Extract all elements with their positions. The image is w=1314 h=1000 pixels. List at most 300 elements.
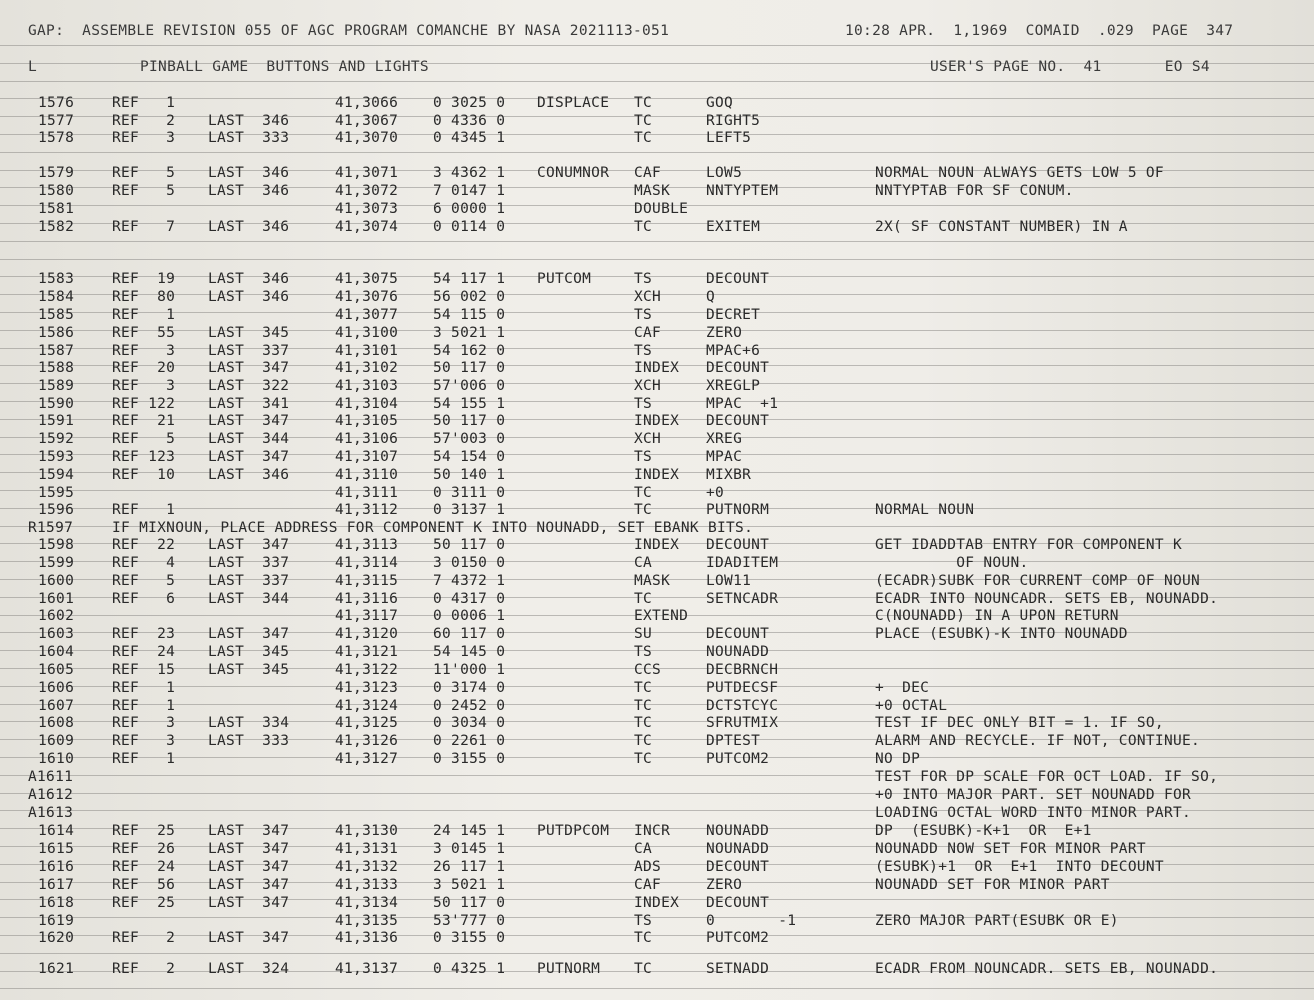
ref-count: REF 1 <box>112 698 176 714</box>
address: 41,3104 <box>335 396 399 412</box>
operand: RIGHT5 <box>706 113 761 129</box>
listing-row <box>0 519 1314 537</box>
line-number: 1621 <box>38 961 75 977</box>
opcode: INDEX <box>634 467 680 483</box>
octal-code: 0 3111 0 <box>433 485 506 501</box>
line-number: 1595 <box>38 485 75 501</box>
ref-count: REF 2 <box>112 930 176 946</box>
operand: LOW11 <box>706 573 752 589</box>
octal-code: 57'003 0 <box>433 431 506 447</box>
line-number: 1594 <box>38 467 75 483</box>
line-number: 1607 <box>38 698 75 714</box>
octal-code: 3 0150 0 <box>433 555 506 571</box>
last-ref: LAST 346 <box>208 113 290 129</box>
opcode: SU <box>634 626 653 642</box>
address: 41,3101 <box>335 343 399 359</box>
operand: MPAC <box>706 449 743 465</box>
opcode: TS <box>634 307 653 323</box>
ref-count: REF 24 <box>112 644 176 660</box>
address: 41,3105 <box>335 413 399 429</box>
opcode: TC <box>634 751 653 767</box>
listing-row <box>0 288 1314 306</box>
listing-row <box>0 359 1314 377</box>
ref-count: REF 5 <box>112 165 176 181</box>
address: 41,3077 <box>335 307 399 323</box>
comment: (ESUBK)+1 OR E+1 INTO DECOUNT <box>875 859 1164 875</box>
line-number: 1588 <box>38 360 75 376</box>
octal-code: 24 145 1 <box>433 823 506 839</box>
line-number: R1597 <box>28 520 74 536</box>
listing-row <box>0 876 1314 894</box>
octal-code: 0 3025 0 <box>433 95 506 111</box>
address: 41,3112 <box>335 502 399 518</box>
address: 41,3122 <box>335 662 399 678</box>
comment: (ECADR)SUBK FOR CURRENT COMP OF NOUN <box>875 573 1201 589</box>
symbol-label: PUTNORM <box>537 961 601 977</box>
ref-count: REF 25 <box>112 823 176 839</box>
octal-code: 0 3155 0 <box>433 751 506 767</box>
opcode: CAF <box>634 165 662 181</box>
opcode: INCR <box>634 823 671 839</box>
ref-count: REF 56 <box>112 877 176 893</box>
address: 41,3111 <box>335 485 399 501</box>
octal-code: 3 5021 1 <box>433 325 506 341</box>
octal-code: 11'000 1 <box>433 662 506 678</box>
listing-row <box>0 572 1314 590</box>
opcode: TS <box>634 644 653 660</box>
last-ref: LAST 344 <box>208 591 290 607</box>
opcode: XCH <box>634 289 662 305</box>
ref-count: REF 1 <box>112 502 176 518</box>
last-ref: LAST 346 <box>208 183 290 199</box>
line-number: A1613 <box>28 805 74 821</box>
opcode: TC <box>634 485 653 501</box>
opcode: EXTEND <box>634 608 689 624</box>
ref-count: REF 122 <box>112 396 176 412</box>
last-ref: LAST 341 <box>208 396 290 412</box>
octal-code: 0 3174 0 <box>433 680 506 696</box>
address: 41,3074 <box>335 219 399 235</box>
last-ref: LAST 346 <box>208 467 290 483</box>
octal-code: 7 0147 1 <box>433 183 506 199</box>
line-number: 1605 <box>38 662 75 678</box>
listing-row <box>0 894 1314 912</box>
octal-code: 50 117 0 <box>433 413 506 429</box>
header-listing-flag: L <box>28 59 38 75</box>
line-number: 1614 <box>38 823 75 839</box>
listing-row <box>0 714 1314 732</box>
ruled-line <box>0 81 1314 82</box>
ref-count: REF 3 <box>112 733 176 749</box>
ref-count: REF 23 <box>112 626 176 642</box>
listing-row <box>0 554 1314 572</box>
address: 41,3116 <box>335 591 399 607</box>
ref-count: REF 5 <box>112 183 176 199</box>
opcode: TC <box>634 680 653 696</box>
opcode: INDEX <box>634 537 680 553</box>
comment: TEST FOR DP SCALE FOR OCT LOAD. IF SO, <box>875 769 1219 785</box>
address: 41,3130 <box>335 823 399 839</box>
listing-row <box>0 395 1314 413</box>
header-title: GAP: ASSEMBLE REVISION 055 OF AGC PROGRAM COMANCHE BY NASA 2021113-051 <box>28 23 670 39</box>
line-number: 1589 <box>38 378 75 394</box>
comment: OF NOUN. <box>875 555 1029 571</box>
ref-count: REF 3 <box>112 378 176 394</box>
octal-code: 0 0006 1 <box>433 608 506 624</box>
listing-row <box>0 94 1314 112</box>
operand: LOW5 <box>706 165 743 181</box>
last-ref: LAST 337 <box>208 573 290 589</box>
listing-row <box>0 164 1314 182</box>
listing-row <box>0 840 1314 858</box>
octal-code: 53'777 0 <box>433 913 506 929</box>
listing-row <box>0 536 1314 554</box>
last-ref: LAST 346 <box>208 165 290 181</box>
operand: DECOUNT <box>706 360 770 376</box>
listing-row <box>0 768 1314 786</box>
comment: NO DP <box>875 751 921 767</box>
address: 41,3121 <box>335 644 399 660</box>
last-ref: LAST 347 <box>208 895 290 911</box>
last-ref: LAST 347 <box>208 859 290 875</box>
last-ref: LAST 347 <box>208 449 290 465</box>
ref-count: REF 25 <box>112 895 176 911</box>
listing-row <box>0 625 1314 643</box>
line-number: 1593 <box>38 449 75 465</box>
opcode: MASK <box>634 183 671 199</box>
listing-row <box>0 129 1314 147</box>
address: 41,3076 <box>335 289 399 305</box>
address: 41,3113 <box>335 537 399 553</box>
operand: DECOUNT <box>706 859 770 875</box>
address: 41,3072 <box>335 183 399 199</box>
ref-count: REF 5 <box>112 573 176 589</box>
listing-row <box>0 661 1314 679</box>
operand: XREG <box>706 431 743 447</box>
last-ref: LAST 346 <box>208 289 290 305</box>
operand: GOQ <box>706 95 734 111</box>
opcode: MASK <box>634 573 671 589</box>
octal-code: 3 0145 1 <box>433 841 506 857</box>
ref-count: REF 3 <box>112 130 176 146</box>
ref-count: REF 1 <box>112 751 176 767</box>
octal-code: 0 4317 0 <box>433 591 506 607</box>
operand: ZERO <box>706 877 743 893</box>
last-ref: LAST 347 <box>208 537 290 553</box>
last-ref: LAST 345 <box>208 662 290 678</box>
line-number: 1590 <box>38 396 75 412</box>
comment: NORMAL NOUN <box>875 502 975 518</box>
opcode: INDEX <box>634 360 680 376</box>
line-number: 1580 <box>38 183 75 199</box>
comment: NOUNADD SET FOR MINOR PART <box>875 877 1110 893</box>
last-ref: LAST 347 <box>208 360 290 376</box>
line-number: 1618 <box>38 895 75 911</box>
line-number: 1596 <box>38 502 75 518</box>
ruled-line <box>0 152 1314 153</box>
opcode: XCH <box>634 431 662 447</box>
line-number: 1582 <box>38 219 75 235</box>
opcode: TC <box>634 961 653 977</box>
listing-row <box>0 377 1314 395</box>
last-ref: LAST 337 <box>208 343 290 359</box>
line-number: 1584 <box>38 289 75 305</box>
ruled-line <box>0 241 1314 242</box>
header-user-page: USER'S PAGE NO. 41 EO S4 <box>930 59 1210 75</box>
listing-row <box>0 218 1314 236</box>
address: 41,3106 <box>335 431 399 447</box>
octal-code: 54 154 0 <box>433 449 506 465</box>
operand: SETNCADR <box>706 591 779 607</box>
address: 41,3102 <box>335 360 399 376</box>
octal-code: 0 4345 1 <box>433 130 506 146</box>
address: 41,3067 <box>335 113 399 129</box>
ruled-line <box>0 45 1314 46</box>
octal-code: 3 4362 1 <box>433 165 506 181</box>
opcode: INDEX <box>634 413 680 429</box>
listing-row <box>0 697 1314 715</box>
octal-code: 50 117 0 <box>433 895 506 911</box>
last-ref: LAST 345 <box>208 644 290 660</box>
comment: ECADR INTO NOUNCADR. SETS EB, NOUNADD. <box>875 591 1219 607</box>
listing-row <box>0 448 1314 466</box>
last-ref: LAST 347 <box>208 626 290 642</box>
last-ref: LAST 333 <box>208 130 290 146</box>
operand: PUTCOM2 <box>706 751 770 767</box>
last-ref: LAST 337 <box>208 555 290 571</box>
line-number: 1577 <box>38 113 75 129</box>
comment: NNTYPTAB FOR SF CONUM. <box>875 183 1074 199</box>
operand: DECRET <box>706 307 761 323</box>
ref-count: REF 20 <box>112 360 176 376</box>
octal-code: 54 145 0 <box>433 644 506 660</box>
opcode: INDEX <box>634 895 680 911</box>
operand: DECOUNT <box>706 271 770 287</box>
symbol-label: CONUMNOR <box>537 165 610 181</box>
opcode: TC <box>634 930 653 946</box>
listing-row <box>0 342 1314 360</box>
operand: DECOUNT <box>706 895 770 911</box>
operand: EXITEM <box>706 219 761 235</box>
address: 41,3124 <box>335 698 399 714</box>
comment: NOUNADD NOW SET FOR MINOR PART <box>875 841 1146 857</box>
address: 41,3135 <box>335 913 399 929</box>
last-ref: LAST 347 <box>208 877 290 893</box>
line-number: 1603 <box>38 626 75 642</box>
operand: NOUNADD <box>706 823 770 839</box>
operand: ZERO <box>706 325 743 341</box>
line-number: 1615 <box>38 841 75 857</box>
opcode: TC <box>634 219 653 235</box>
ref-count: REF 21 <box>112 413 176 429</box>
octal-code: 7 4372 1 <box>433 573 506 589</box>
ref-count: REF 6 <box>112 591 176 607</box>
comment: ECADR FROM NOUNCADR. SETS EB, NOUNADD. <box>875 961 1219 977</box>
last-ref: LAST 347 <box>208 841 290 857</box>
address: 41,3073 <box>335 201 399 217</box>
listing-row <box>0 929 1314 947</box>
listing-row <box>0 858 1314 876</box>
operand: SFRUTMIX <box>706 715 779 731</box>
comment: TEST IF DEC ONLY BIT = 1. IF SO, <box>875 715 1164 731</box>
opcode: CCS <box>634 662 662 678</box>
ruled-line <box>0 988 1314 989</box>
octal-code: 57'006 0 <box>433 378 506 394</box>
line-number: 1592 <box>38 431 75 447</box>
address: 41,3126 <box>335 733 399 749</box>
octal-code: 0 3137 1 <box>433 502 506 518</box>
listing-row <box>0 306 1314 324</box>
line-number: 1576 <box>38 95 75 111</box>
ref-count: REF 5 <box>112 431 176 447</box>
octal-code: 56 002 0 <box>433 289 506 305</box>
last-ref: LAST 346 <box>208 271 290 287</box>
octal-code: 54 155 1 <box>433 396 506 412</box>
address: 41,3107 <box>335 449 399 465</box>
line-number: A1611 <box>28 769 74 785</box>
comment: DP (ESUBK)-K+1 OR E+1 <box>875 823 1092 839</box>
ruled-line <box>0 953 1314 954</box>
opcode: TC <box>634 698 653 714</box>
address: 41,3134 <box>335 895 399 911</box>
address: 41,3132 <box>335 859 399 875</box>
opcode: TS <box>634 449 653 465</box>
octal-code: 0 3034 0 <box>433 715 506 731</box>
comment: ZERO MAJOR PART(ESUBK OR E) <box>875 913 1119 929</box>
comment: PLACE (ESUBK)-K INTO NOUNADD <box>875 626 1128 642</box>
opcode: TC <box>634 130 653 146</box>
opcode: DOUBLE <box>634 201 689 217</box>
octal-code: 0 2452 0 <box>433 698 506 714</box>
listing-row <box>0 466 1314 484</box>
octal-code: 0 3155 0 <box>433 930 506 946</box>
line-number: 1601 <box>38 591 75 607</box>
operand: DECOUNT <box>706 413 770 429</box>
address: 41,3103 <box>335 378 399 394</box>
octal-code: 0 4325 1 <box>433 961 506 977</box>
opcode: ADS <box>634 859 662 875</box>
octal-code: 50 117 0 <box>433 360 506 376</box>
address: 41,3114 <box>335 555 399 571</box>
listing-row <box>0 643 1314 661</box>
last-ref: LAST 333 <box>208 733 290 749</box>
symbol-label: PUTCOM <box>537 271 592 287</box>
address: 41,3120 <box>335 626 399 642</box>
last-ref: LAST 347 <box>208 413 290 429</box>
address: 41,3115 <box>335 573 399 589</box>
ref-count: REF 3 <box>112 715 176 731</box>
last-ref: LAST 344 <box>208 431 290 447</box>
operand: +0 <box>706 485 725 501</box>
address: 41,3133 <box>335 877 399 893</box>
opcode: TC <box>634 715 653 731</box>
line-number: 1591 <box>38 413 75 429</box>
operand: LEFT5 <box>706 130 752 146</box>
address: 41,3075 <box>335 271 399 287</box>
line-number: 1598 <box>38 537 75 553</box>
line-number: 1602 <box>38 608 75 624</box>
listing-row <box>0 732 1314 750</box>
line-number: 1583 <box>38 271 75 287</box>
listing-row <box>0 112 1314 130</box>
opcode: XCH <box>634 378 662 394</box>
opcode: TS <box>634 396 653 412</box>
address: 41,3070 <box>335 130 399 146</box>
ref-count: REF 2 <box>112 113 176 129</box>
operand: PUTCOM2 <box>706 930 770 946</box>
address: 41,3066 <box>335 95 399 111</box>
ref-count: REF 2 <box>112 961 176 977</box>
address: 41,3131 <box>335 841 399 857</box>
line-number: A1612 <box>28 787 74 803</box>
operand: MPAC +1 <box>706 396 779 412</box>
operand: DPTEST <box>706 733 761 749</box>
line-number: 1620 <box>38 930 75 946</box>
address: 41,3125 <box>335 715 399 731</box>
address: 41,3136 <box>335 930 399 946</box>
line-number: 1585 <box>38 307 75 323</box>
remark-text: IF MIXNOUN, PLACE ADDRESS FOR COMPONENT K INTO NOUNADD, SET EBANK BITS. <box>112 520 754 536</box>
opcode: TC <box>634 502 653 518</box>
header-section-title: PINBALL GAME BUTTONS AND LIGHTS <box>140 59 429 75</box>
ref-count: REF 4 <box>112 555 176 571</box>
opcode: TC <box>634 733 653 749</box>
octal-code: 60 117 0 <box>433 626 506 642</box>
octal-code: 54 117 1 <box>433 271 506 287</box>
last-ref: LAST 345 <box>208 325 290 341</box>
operand: 0 -1 <box>706 913 797 929</box>
line-number: 1610 <box>38 751 75 767</box>
operand: MPAC+6 <box>706 343 761 359</box>
listing-row <box>0 607 1314 625</box>
ref-count: REF 10 <box>112 467 176 483</box>
line-number: 1579 <box>38 165 75 181</box>
address: 41,3110 <box>335 467 399 483</box>
line-number: 1578 <box>38 130 75 146</box>
operand: DCTSTCYC <box>706 698 779 714</box>
opcode: CAF <box>634 325 662 341</box>
listing-row <box>0 822 1314 840</box>
octal-code: 0 4336 0 <box>433 113 506 129</box>
ruled-line <box>0 259 1314 260</box>
ref-count: REF 19 <box>112 271 176 287</box>
listing-row <box>0 412 1314 430</box>
ref-count: REF 123 <box>112 449 176 465</box>
address: 41,3100 <box>335 325 399 341</box>
ref-count: REF 3 <box>112 343 176 359</box>
listing-row <box>0 484 1314 502</box>
header-date-page: 10:28 APR. 1,1969 COMAID .029 PAGE 347 <box>845 23 1234 39</box>
octal-code: 50 140 1 <box>433 467 506 483</box>
ref-count: REF 22 <box>112 537 176 553</box>
operand: MIXBR <box>706 467 752 483</box>
comment: + DEC <box>875 680 930 696</box>
line-number: 1608 <box>38 715 75 731</box>
line-number: 1604 <box>38 644 75 660</box>
opcode: TS <box>634 343 653 359</box>
listing-row <box>0 590 1314 608</box>
operand: IDADITEM <box>706 555 779 571</box>
opcode: CA <box>634 555 653 571</box>
comment: NORMAL NOUN ALWAYS GETS LOW 5 OF <box>875 165 1164 181</box>
listing-row <box>0 679 1314 697</box>
opcode: TS <box>634 271 653 287</box>
symbol-label: PUTDPCOM <box>537 823 610 839</box>
line-number: 1587 <box>38 343 75 359</box>
comment: C(NOUNADD) IN A UPON RETURN <box>875 608 1119 624</box>
line-number: 1616 <box>38 859 75 875</box>
last-ref: LAST 347 <box>208 823 290 839</box>
